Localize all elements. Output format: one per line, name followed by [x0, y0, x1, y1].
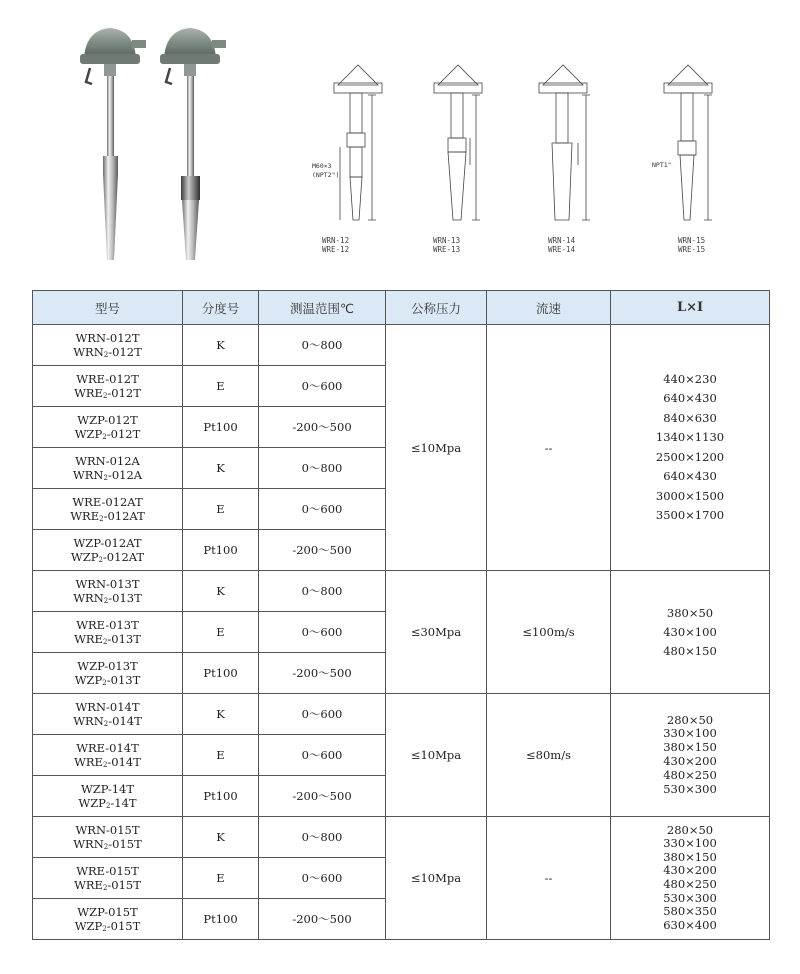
lxi-dimension: 480×250 [663, 877, 717, 891]
graduation-cell: E [183, 366, 259, 407]
lxi-dimension: 640×430 [663, 391, 717, 405]
thread-note-npt1: NPT1" [652, 161, 672, 169]
model-cell [33, 899, 183, 940]
model-secondary [33, 509, 182, 523]
lxi-dimension: 440×230 [663, 371, 717, 386]
table-header-row [33, 291, 770, 325]
drawing-label: WRE-12 [322, 245, 350, 254]
model-cell [33, 530, 183, 571]
lxi-dimension: 3500×1700 [655, 508, 725, 522]
lxi-dimension: 580×350 [663, 904, 717, 919]
model-secondary-subscript: 2 [102, 638, 108, 646]
model-cell [33, 612, 183, 653]
lxi-dimension: 640×430 [663, 469, 717, 483]
header-model: 型号 [33, 291, 183, 325]
model-secondary-prefix: WRN [73, 837, 104, 851]
drawing-label: WRN-13 [433, 236, 461, 245]
model-secondary-prefix: WZP [74, 673, 103, 687]
drawing-label: WRE-13 [433, 245, 461, 254]
lxi-dimension: 630×400 [663, 917, 717, 932]
model-primary: WZP-14T [80, 782, 135, 796]
model-secondary-suffix: -014T [108, 714, 142, 728]
header-temp-range: 测温范围℃ [259, 291, 386, 325]
model-secondary-suffix: -012AT [103, 509, 145, 523]
model-secondary-subscript: 2 [103, 597, 109, 605]
drawing-wrn-14 [539, 65, 590, 220]
model-primary: WZP-013T [77, 659, 138, 673]
model-primary: WRN-012T [75, 331, 140, 345]
drawing-label: WRE-15 [678, 245, 706, 254]
model-cell [33, 448, 183, 489]
graduation-cell: Pt100 [183, 776, 259, 817]
temp-range-cell: -200～500 [259, 653, 386, 694]
lxi-dimension: 380×150 [663, 849, 717, 864]
model-secondary [33, 591, 182, 605]
model-secondary-suffix: -013T [106, 673, 141, 687]
graduation-cell: K [183, 571, 259, 612]
lxi-dimension: 480×150 [663, 643, 717, 658]
model-cell [33, 653, 183, 694]
model-secondary-subscript: 2 [103, 843, 109, 851]
model-cell [33, 489, 183, 530]
temp-range-cell: 0～600 [259, 366, 386, 407]
flow-cell: ≤80m/s [487, 694, 611, 817]
lxi-dimensions-cell [611, 325, 770, 571]
model-secondary-suffix: -14T [110, 796, 137, 810]
drawing-label: WRE-14 [548, 245, 576, 254]
graduation-cell: E [183, 858, 259, 899]
graduation-cell: Pt100 [183, 530, 259, 571]
drawing-wrn-13 [434, 65, 482, 220]
lxi-dimension: 480×250 [663, 767, 717, 782]
temp-range-cell: -200～500 [259, 899, 386, 940]
pressure-cell: ≤10Mpa [386, 694, 487, 817]
model-cell [33, 407, 183, 448]
pressure-cell: ≤30Mpa [386, 571, 487, 694]
lxi-dimensions-cell [611, 817, 770, 940]
model-cell [33, 571, 183, 612]
table-row [33, 571, 770, 612]
model-secondary [33, 673, 182, 687]
lxi-dimension: 840×630 [663, 410, 717, 425]
temp-range-cell: 0～800 [259, 325, 386, 366]
thermocouple-photo-1 [80, 28, 146, 260]
table-row [33, 694, 770, 735]
model-primary: WZP-012T [77, 413, 138, 427]
model-secondary-prefix: WRN [73, 345, 104, 359]
graduation-cell: K [183, 817, 259, 858]
lxi-dimension: 3000×1500 [655, 488, 725, 503]
model-secondary-prefix: WRE [70, 509, 100, 523]
model-secondary [33, 714, 182, 728]
model-primary: WRE-012AT [72, 495, 143, 509]
graduation-cell: K [183, 448, 259, 489]
technical-drawings [300, 55, 730, 270]
model-secondary-prefix: WZP [78, 796, 106, 810]
model-primary: WZP-015T [77, 905, 138, 919]
model-secondary-prefix: WRE [74, 386, 103, 400]
model-secondary [33, 919, 182, 933]
model-secondary-subscript: 2 [102, 884, 108, 892]
model-primary: WRN-013T [75, 577, 140, 591]
flow-cell: ≤100m/s [487, 571, 611, 694]
spec-table [32, 290, 770, 940]
header-graduation: 分度号 [183, 291, 259, 325]
product-photos [70, 10, 250, 270]
table-row [33, 817, 770, 858]
model-secondary-suffix: -015T [107, 878, 141, 892]
model-secondary-prefix: WRN [73, 714, 104, 728]
temp-range-cell: 0～800 [259, 571, 386, 612]
model-secondary-suffix: -012T [107, 386, 141, 400]
lxi-dimensions-cell [611, 571, 770, 694]
graduation-cell: E [183, 612, 259, 653]
flow-cell: -- [487, 817, 611, 940]
model-primary: WRN-012A [75, 454, 140, 468]
header-lxi: L×I [611, 291, 770, 325]
model-cell [33, 817, 183, 858]
lxi-dimension: 330×100 [663, 726, 717, 741]
temp-range-cell: 0～600 [259, 735, 386, 776]
temp-range-cell: 0～800 [259, 448, 386, 489]
model-cell [33, 366, 183, 407]
graduation-cell: E [183, 489, 259, 530]
model-primary: WZP-012AT [73, 536, 142, 550]
model-cell [33, 325, 183, 366]
model-primary: WRE-012T [76, 372, 139, 386]
model-secondary [33, 632, 182, 646]
model-secondary-prefix: WRE [74, 755, 103, 769]
model-secondary [33, 878, 182, 892]
temp-range-cell: -200～500 [259, 776, 386, 817]
temp-range-cell: 0～600 [259, 489, 386, 530]
model-secondary-suffix: -012T [106, 427, 141, 441]
model-secondary-subscript: 2 [102, 761, 108, 769]
pressure-cell: ≤10Mpa [386, 817, 487, 940]
graduation-cell: K [183, 325, 259, 366]
thread-note-m60: M60×3 [312, 162, 332, 170]
temp-range-cell: 0～600 [259, 858, 386, 899]
drawing-wrn-12 [334, 65, 382, 220]
model-cell [33, 694, 183, 735]
lxi-dimension: 380×150 [663, 740, 717, 755]
model-secondary [33, 386, 182, 400]
graduation-cell: K [183, 694, 259, 735]
model-primary: WRN-014T [75, 700, 140, 714]
temp-range-cell: 0～600 [259, 612, 386, 653]
header-pressure: 公称压力 [386, 291, 487, 325]
model-secondary-prefix: WZP [74, 919, 103, 933]
model-secondary-suffix: -013T [107, 632, 141, 646]
lxi-dimension: 430×200 [663, 754, 717, 768]
model-secondary-subscript: 2 [102, 392, 108, 400]
model-secondary-prefix: WRE [74, 878, 103, 892]
model-secondary-prefix: WZP [70, 550, 99, 564]
model-secondary-subscript: 2 [102, 925, 107, 933]
model-secondary-suffix: -012A [107, 468, 143, 482]
graduation-cell: Pt100 [183, 407, 259, 448]
lxi-dimension: 380×50 [666, 605, 714, 620]
lxi-dimension: 2500×1200 [655, 449, 725, 464]
graduation-cell: Pt100 [183, 653, 259, 694]
temp-range-cell: 0～800 [259, 817, 386, 858]
model-secondary-suffix: -013T [108, 591, 142, 605]
model-secondary-subscript: 2 [102, 433, 107, 441]
temp-range-cell: -200～500 [259, 407, 386, 448]
model-secondary [33, 427, 182, 441]
model-primary: WRE-014T [76, 741, 139, 755]
model-secondary-suffix: -014T [107, 755, 141, 769]
model-secondary-subscript: 2 [103, 351, 109, 359]
model-secondary-prefix: WZP [74, 427, 103, 441]
drawing-label: WRN-15 [678, 236, 706, 245]
model-secondary-subscript: 2 [105, 802, 111, 810]
temp-range-cell: -200～500 [259, 530, 386, 571]
graduation-cell: Pt100 [183, 899, 259, 940]
model-secondary-suffix: -015T [108, 837, 142, 851]
lxi-dimension: 530×300 [663, 781, 717, 796]
model-cell [33, 735, 183, 776]
model-primary: WRE-013T [76, 618, 139, 632]
model-primary: WRN-015T [75, 823, 140, 837]
model-primary: WRE-015T [76, 864, 139, 878]
lxi-dimension: 430×100 [663, 624, 717, 639]
lxi-dimension: 330×100 [663, 836, 717, 851]
model-secondary-suffix: -012AT [102, 550, 145, 564]
model-secondary-subscript: 2 [103, 474, 108, 482]
model-secondary-subscript: 2 [98, 556, 103, 564]
model-secondary-prefix: WRN [73, 591, 104, 605]
temp-range-cell: 0～600 [259, 694, 386, 735]
thermocouple-photo-2 [160, 28, 226, 260]
graduation-cell: E [183, 735, 259, 776]
model-cell [33, 858, 183, 899]
lxi-dimension: 530×300 [663, 890, 717, 905]
lxi-dimension: 1340×1130 [655, 430, 725, 444]
lxi-dimension: 280×50 [666, 822, 714, 837]
model-secondary-subscript: 2 [102, 679, 107, 687]
model-secondary-prefix: WRN [72, 468, 104, 482]
model-secondary-subscript: 2 [99, 515, 104, 523]
table-row [33, 325, 770, 366]
model-secondary-subscript: 2 [103, 720, 109, 728]
model-secondary-suffix: -015T [106, 919, 141, 933]
model-secondary [33, 345, 182, 359]
drawing-wrn-15 [664, 65, 712, 220]
model-secondary [33, 837, 182, 851]
model-secondary-suffix: -012T [108, 345, 142, 359]
drawing-label: WRN-14 [548, 236, 576, 245]
header-flow: 流速 [487, 291, 611, 325]
lxi-dimension: 280×50 [666, 712, 714, 727]
model-secondary [33, 755, 182, 769]
lxi-dimensions-cell [611, 694, 770, 817]
drawing-label: WRN-12 [322, 236, 350, 245]
model-secondary [33, 796, 182, 810]
flow-cell: -- [487, 325, 611, 571]
pressure-cell: ≤10Mpa [386, 325, 487, 571]
model-secondary [33, 550, 182, 564]
model-cell [33, 776, 183, 817]
thread-note-npt2: (NPT2") [312, 171, 340, 179]
model-secondary-prefix: WRE [74, 632, 103, 646]
model-secondary [33, 468, 182, 482]
lxi-dimension: 430×200 [663, 863, 717, 878]
